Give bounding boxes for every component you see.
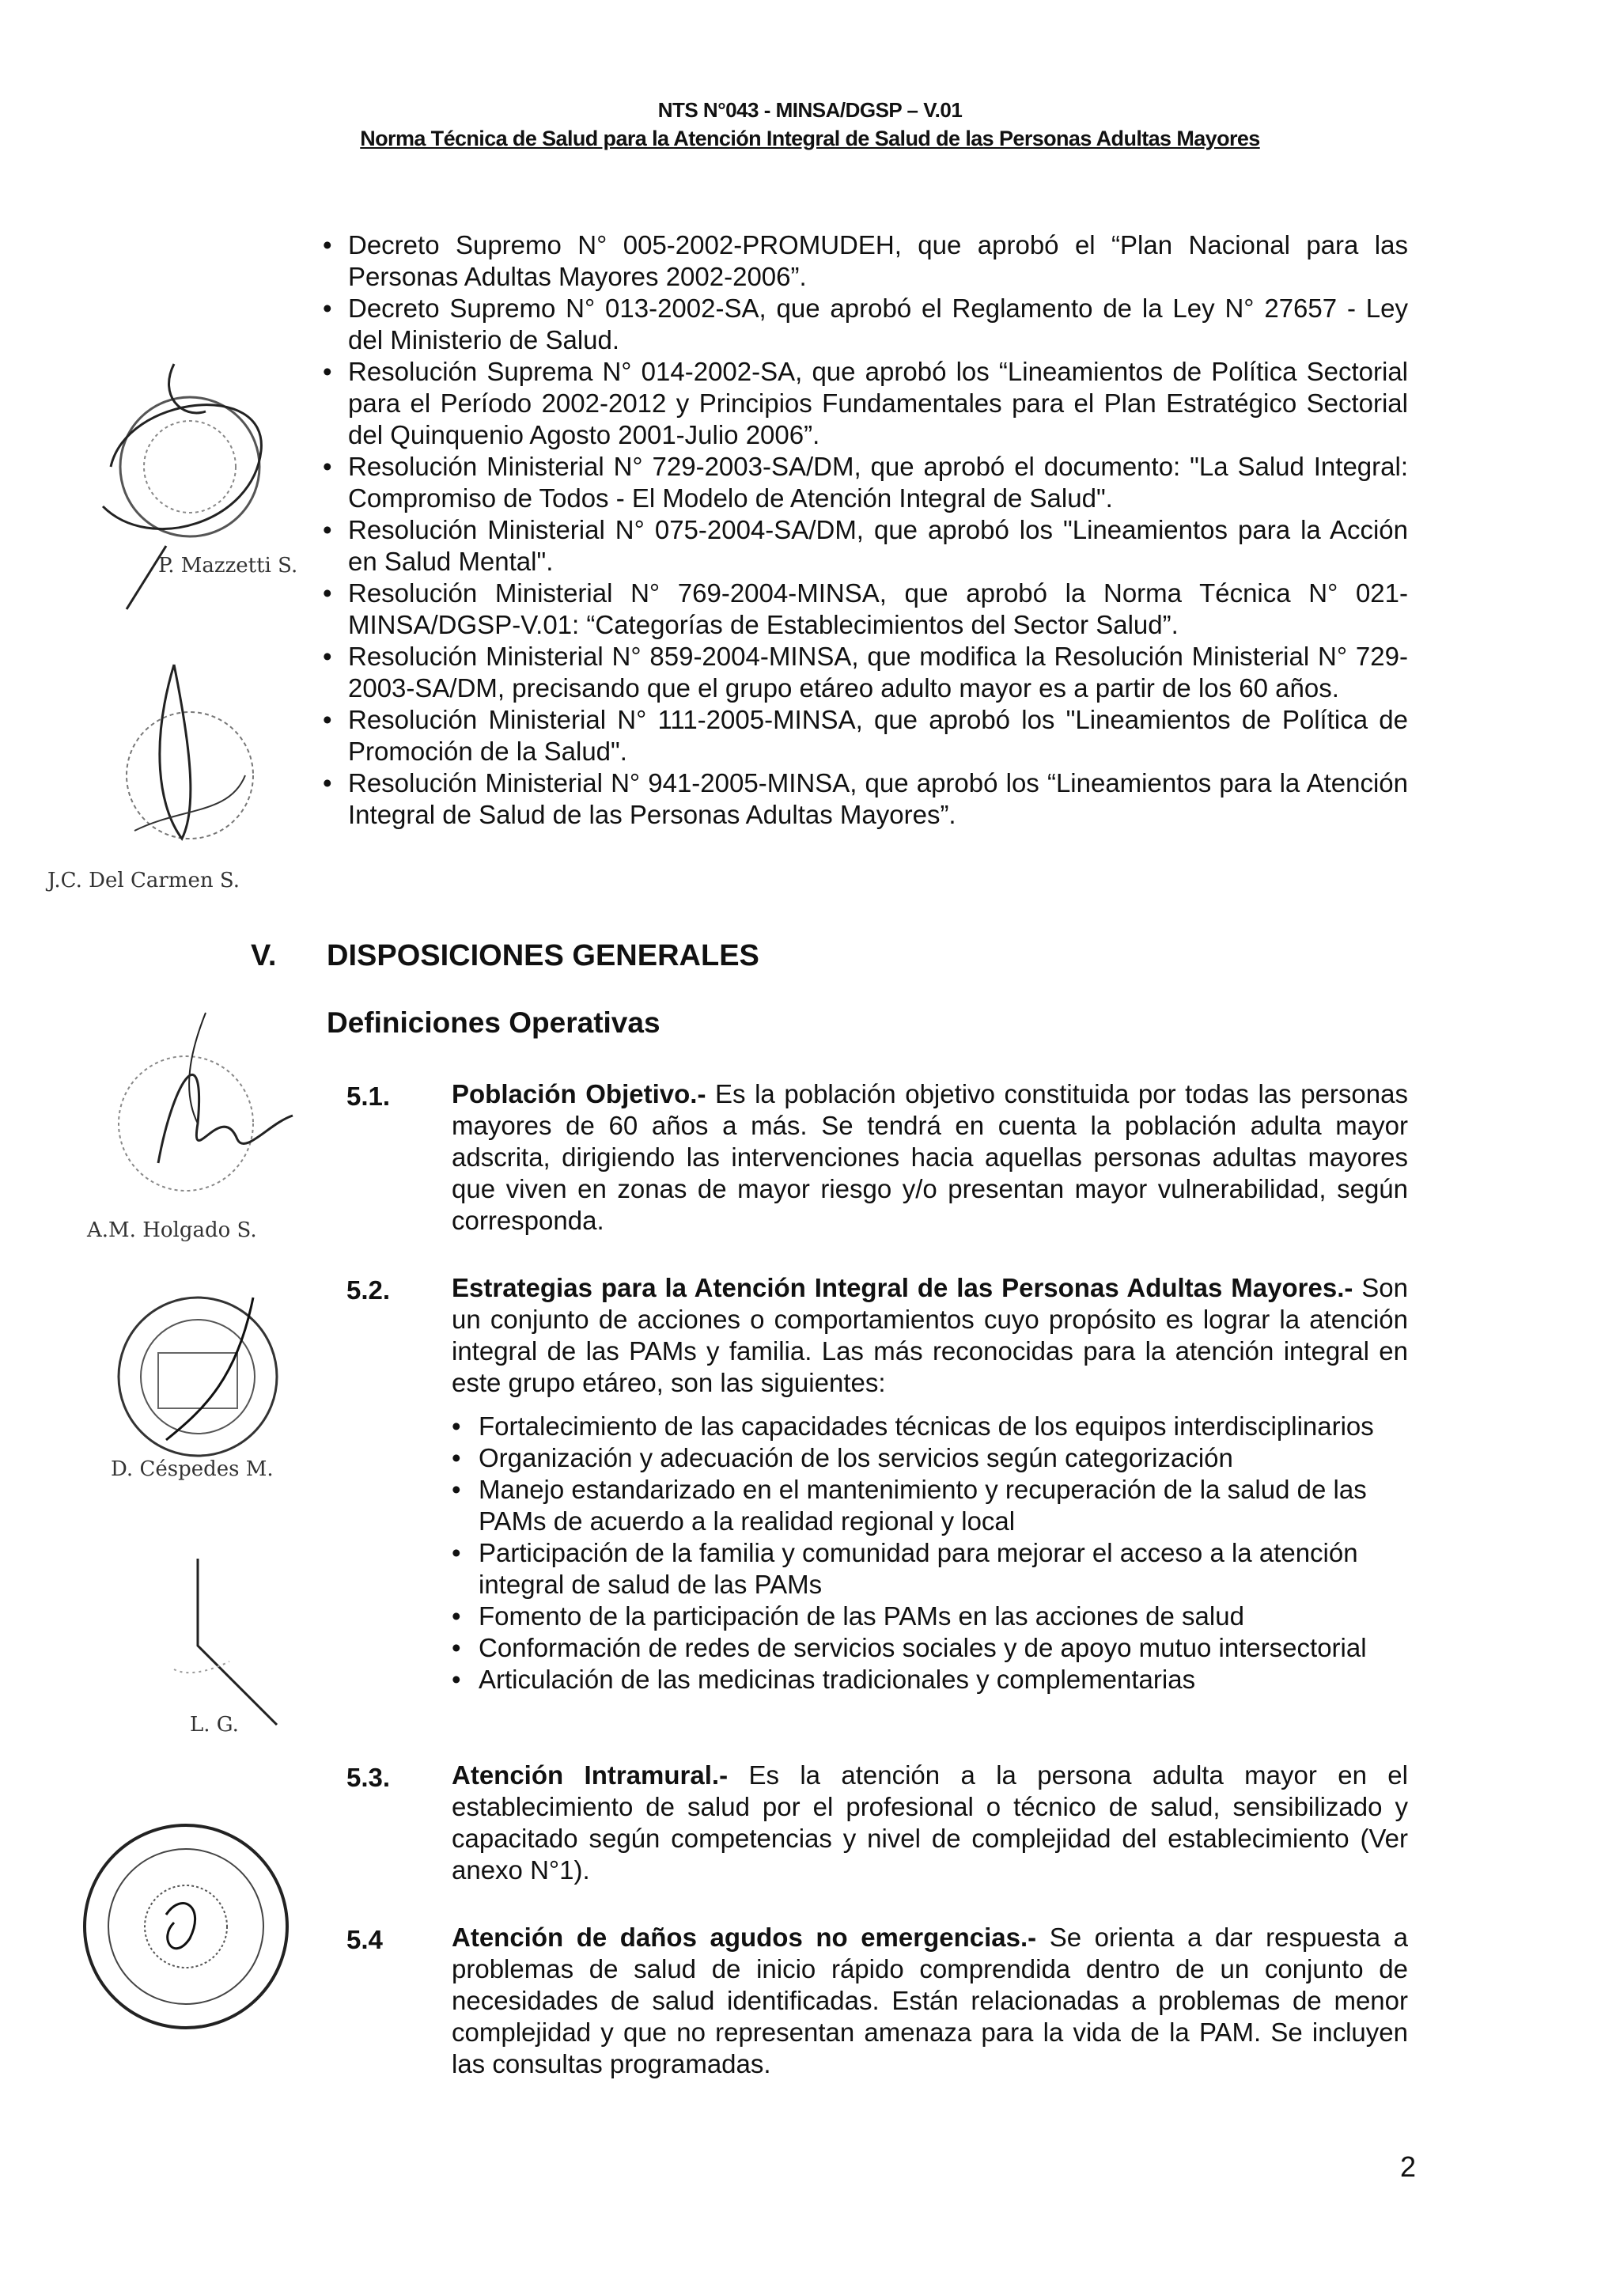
list-item: • Decreto Supremo N° 005-2002-PROMUDEH, que aprobó el “Plan Nacional para las Personas Adultas Mayores 2002-2006”. bbox=[323, 229, 1408, 293]
page-number: 2 bbox=[1399, 2150, 1416, 2183]
item-number: 5.4 bbox=[346, 1925, 383, 1954]
signature-name: A.M. Holgado S. bbox=[87, 1218, 257, 1242]
list-item: • Fortalecimiento de las capacidades técnicas de los equipos interdisciplinarios bbox=[452, 1411, 1413, 1442]
list-item: • Decreto Supremo N° 013-2002-SA, que aprobó el Reglamento de la Ley N° 27657 - Ley del Ministerio de Salud. bbox=[323, 293, 1408, 356]
list-item: • Fomento de la participación de las PAMs en las acciones de salud bbox=[452, 1601, 1413, 1632]
signature-name: L. G. bbox=[190, 1713, 239, 1737]
seal-stamp-2 bbox=[87, 649, 277, 870]
list-item: • Manejo estandarizado en el mantenimiento y recuperación de la salud de las PAMs de acuerdo a la realidad regional y local bbox=[452, 1474, 1413, 1537]
list-item: • Resolución Ministerial N° 941-2005-MINSA, que aprobó los “Lineamientos para la Atención Integral de Salud de las Personas Adultas Mayores”. bbox=[323, 767, 1408, 831]
item-number: 5.3. bbox=[346, 1763, 391, 1792]
list-item: • Resolución Ministerial N° 859-2004-MINSA, que modifica la Resolución Ministerial N° 729-2003-SA/DM, precisando que el grupo etáreo adulto mayor es a partir de los 60 años. bbox=[323, 641, 1408, 704]
list-item: • Resolución Ministerial N° 769-2004-MINSA, que aprobó la Norma Técnica N° 021-MINSA/DGSP-V.01: “Categorías de Establecimientos del Sector Salud”. bbox=[323, 578, 1408, 641]
list-item: • Participación de la familia y comunidad para mejorar el acceso a la atención integral de salud de las PAMs bbox=[452, 1537, 1413, 1601]
seal-stamp-3 bbox=[87, 1005, 301, 1226]
list-item: • Resolución Suprema N° 014-2002-SA, que aprobó los “Lineamientos de Política Sectorial para el Período 2002-2012 y Principios Fundamentales para el Plan Estratégico Sectorial del Quinquenio Agosto 2001-Julio 2006”. bbox=[323, 356, 1408, 451]
definition-term: Población Objetivo.- bbox=[452, 1079, 706, 1108]
legal-bases-list bbox=[323, 229, 1408, 831]
list-item: • Articulación de las medicinas tradicionales y complementarias bbox=[452, 1664, 1413, 1695]
subsection-title: Definiciones Operativas bbox=[327, 1006, 660, 1039]
strategies-list bbox=[452, 1411, 1413, 1695]
signature-mark bbox=[142, 1551, 301, 1741]
item-number: 5.2. bbox=[346, 1275, 391, 1305]
definition-text: Son un conjunto de acciones o comportamientos cuyo propósito es lograr la atención integral de las PAMs y familia. Las más reconocidas para la atención integral en este grupo etáreo, son las siguientes: bbox=[452, 1273, 1408, 1397]
list-item: • Conformación de redes de servicios sociales y de apoyo mutuo intersectorial bbox=[452, 1632, 1413, 1664]
signature-name: P. Mazzetti S. bbox=[158, 554, 298, 578]
definition-text: Es la población objetivo constituida por todas las personas mayores de 60 años a más. Se tendrá en cuenta la población adulta mayor adscrita, dirigiendo las intervenciones hacia aquellas personas adultas mayores que viven en zonas de mayor riesgo y/o presentan mayor vulnerabilidad, según corresponda. bbox=[452, 1079, 1408, 1235]
seal-stamp-4 bbox=[87, 1282, 301, 1472]
list-item: • Organización y adecuación de los servicios según categorización bbox=[452, 1442, 1413, 1474]
definition-item bbox=[452, 1760, 1408, 1886]
signature-name: D. Céspedes M. bbox=[111, 1457, 274, 1481]
list-item: • Resolución Ministerial N° 075-2004-SA/DM, que aprobó los "Lineamientos para la Acción en Salud Mental". bbox=[323, 514, 1408, 578]
seal-stamp-5 bbox=[71, 1812, 301, 2041]
definition-item bbox=[452, 1078, 1408, 1237]
list-item: • Resolución Ministerial N° 111-2005-MINSA, que aprobó los "Lineamientos de Política de Promoción de la Salud". bbox=[323, 704, 1408, 767]
document-title: Norma Técnica de Salud para la Atención Integral de Salud de las Personas Adultas Mayores bbox=[360, 127, 1260, 150]
list-item: • Resolución Ministerial N° 729-2003-SA/DM, que aprobó el documento: "La Salud Integral: Compromiso de Todos - El Modelo de Atención Integral de Salud". bbox=[323, 451, 1408, 514]
definition-term: Estrategias para la Atención Integral de las Personas Adultas Mayores.- bbox=[452, 1273, 1353, 1302]
signature-name: J.C. Del Carmen S. bbox=[47, 869, 240, 892]
section-title: DISPOSICIONES GENERALES bbox=[327, 939, 759, 972]
section-number: V. bbox=[251, 939, 277, 972]
definition-term: Atención Intramural.- bbox=[452, 1760, 729, 1790]
definition-text: Es la atención a la persona adulta mayor en el establecimiento de salud por el profesional o técnico de salud, sensibilizado y capacitado según competencias y nivel de complejidad del establecimiento (Ver anexo N°1). bbox=[452, 1760, 1408, 1885]
definition-item bbox=[452, 1272, 1408, 1399]
definition-text: Se orienta a dar respuesta a problemas de salud de inicio rápido comprendida dentro de un conjunto de necesidades de salud identificadas. Están relacionadas a problemas de menor complejidad y que no representan amenaza para la vida de la PAM. Se incluyen las consultas programadas. bbox=[452, 1923, 1408, 2078]
definition-term: Atención de daños agudos no emergencias.- bbox=[452, 1923, 1037, 1952]
definition-item bbox=[452, 1922, 1408, 2080]
item-number: 5.1. bbox=[346, 1082, 391, 1111]
document-code: NTS N°043 - MINSA/DGSP – V.01 bbox=[657, 98, 963, 122]
